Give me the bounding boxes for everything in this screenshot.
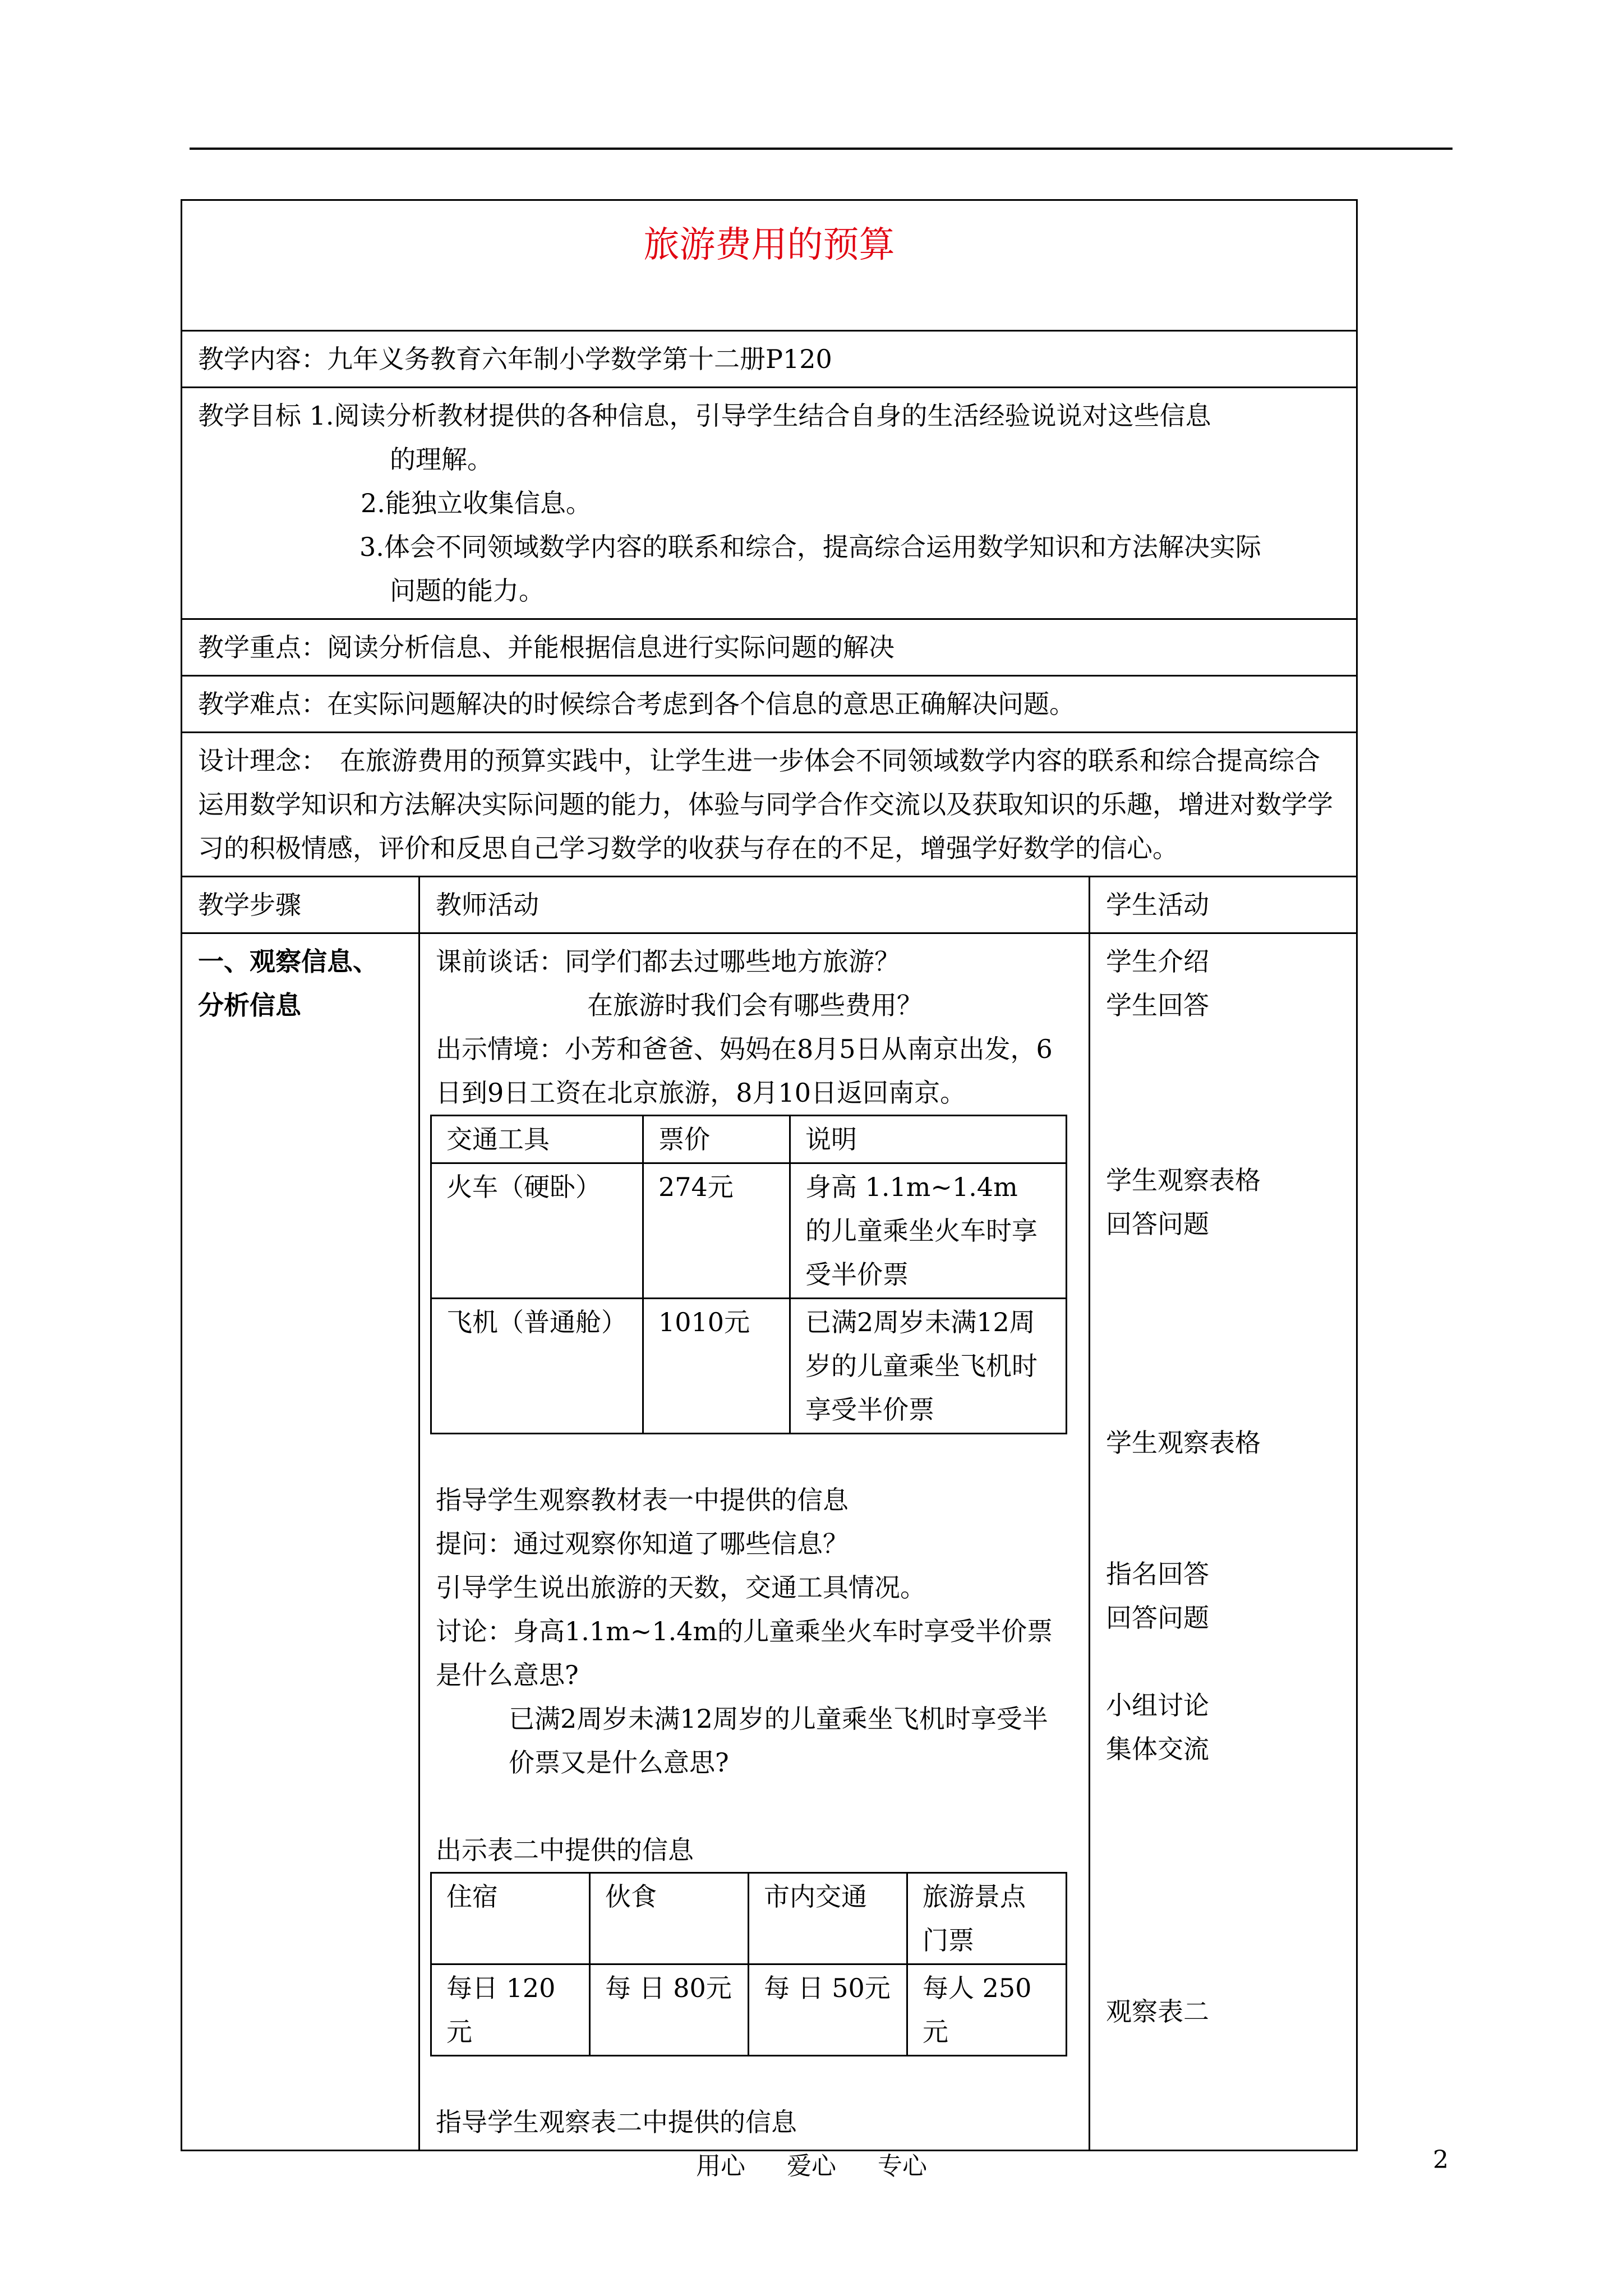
objectives-cell [182,388,1357,619]
costs-header: 伙食 [590,1873,749,1964]
footer-motto [0,2146,1623,2182]
costs-table [430,1872,1067,2056]
transport-cell: 火车（硬卧） [431,1163,643,1299]
teacher-talk-1: 课前谈话：同学们都去过哪些地方旅游？ [436,946,900,977]
objective-3: 3.体会不同领域数学内容的联系和综合，提高综合运用数学知识和方法解决实际 [359,532,1261,562]
student-activity: 学生观察表格 [1106,1165,1261,1195]
student-activity: 回答问题 [1106,1209,1209,1239]
costs-header: 市内交通 [749,1873,907,1964]
step-1-line1: 一、观察信息、 [198,946,379,977]
step-cell [182,933,419,2151]
header-student: 学生活动 [1090,877,1357,933]
student-activity: 回答问题 [1106,1603,1209,1633]
objective-2: 2.能独立收集信息。 [361,488,592,518]
transport-cell: 身高 1.1m~1.4m 的儿童乘坐火车时享受半价票 [790,1163,1067,1299]
teacher-discuss-2: 已满2周岁未满12周岁的儿童乘坐飞机时享受半价票又是什么意思? [509,1704,1048,1778]
transport-header-price: 票价 [643,1116,790,1163]
teacher-talk-2: 在旅游时我们会有哪些费用？ [587,990,923,1020]
transport-header-note: 说明 [790,1116,1067,1163]
footer-text: 用心 [696,2152,745,2180]
page-title: 旅游费用的预算 [643,224,895,266]
footer-text: 爱心 [787,2152,836,2180]
student-activity: 集体交流 [1106,1734,1209,1764]
objective-3-cont: 问题的能力。 [390,576,545,606]
teacher-guide-3: 指导学生观察表二中提供的信息 [436,2107,797,2137]
costs-value: 每人 250元 [907,1964,1067,2056]
key-points-row: 教学重点：阅读分析信息、并能根据信息进行实际问题的解决 [182,619,1357,676]
student-activity: 观察表二 [1106,1996,1209,2027]
transport-cell: 飞机（普通舱） [431,1299,643,1434]
costs-value: 每日 120元 [431,1964,590,2056]
costs-value: 每 日 80元 [590,1964,749,2056]
teacher-show-2: 出示表二中提供的信息 [436,1835,694,1865]
teacher-activity-cell [419,933,1090,2151]
transport-cell: 已满2周岁未满12周岁的儿童乘坐飞机时享受半价票 [790,1299,1067,1434]
student-activity: 小组讨论 [1106,1690,1209,1720]
student-activity: 学生观察表格 [1106,1428,1261,1458]
transport-header-mode: 交通工具 [431,1116,643,1163]
teacher-guide-1: 指导学生观察教材表一中提供的信息 [436,1485,849,1515]
teacher-ask: 提问：通过观察你知道了哪些信息？ [436,1529,849,1559]
teacher-guide-2: 引导学生说出旅游的天数，交通工具情况。 [436,1572,926,1603]
student-activity: 学生回答 [1106,990,1209,1020]
transport-cell: 274元 [643,1163,790,1299]
teacher-situation: 出示情境：小芳和爸爸、妈妈在8月5日从南京出发，6日到9日工资在北京旅游，8月10日返回南京。 [436,1034,1053,1108]
student-activity: 学生介绍 [1106,946,1209,977]
objective-1: 教学目标 1.阅读分析教材提供的各种信息，引导学生结合自身的生活经验说说对这些信息 [198,401,1211,431]
transport-cell: 1010元 [643,1299,790,1434]
costs-header: 住宿 [431,1873,590,1964]
design-row: 设计理念： 在旅游费用的预算实践中，让学生进一步体会不同领域数学内容的联系和综合提高综合运用数学知识和方法解决实际问题的能力，体验与同学合作交流以及获取知识的乐趣，增进对数学学习的积极情感，评价和反思自己学习数学的收获与存在的不足，增强学好数学的信心。 [182,733,1357,877]
header-teacher: 教师活动 [419,877,1090,933]
lesson-plan-table [181,199,1358,2151]
difficulties-row: 教学难点：在实际问题解决的时候综合考虑到各个信息的意思正确解决问题。 [182,676,1357,733]
student-activity-cell [1090,933,1357,2151]
footer-text: 专心 [878,2152,927,2180]
header-rule [190,148,1453,150]
costs-header: 旅游景点门票 [907,1873,1067,1964]
student-activity: 指名回答 [1106,1559,1209,1589]
objective-1-cont: 的理解。 [390,444,493,475]
content-row: 教学内容：九年义务教育六年制小学数学第十二册P120 [182,331,1357,388]
page-number: 2 [1433,2146,1449,2174]
header-steps: 教学步骤 [182,877,419,933]
costs-value: 每 日 50元 [749,1964,907,2056]
teacher-discuss-1: 讨论：身高1.1m~1.4m的儿童乘坐火车时享受半价票是什么意思? [436,1616,1053,1690]
step-1-line2: 分析信息 [198,990,301,1020]
title-cell [182,200,1357,331]
transport-table [430,1115,1067,1434]
